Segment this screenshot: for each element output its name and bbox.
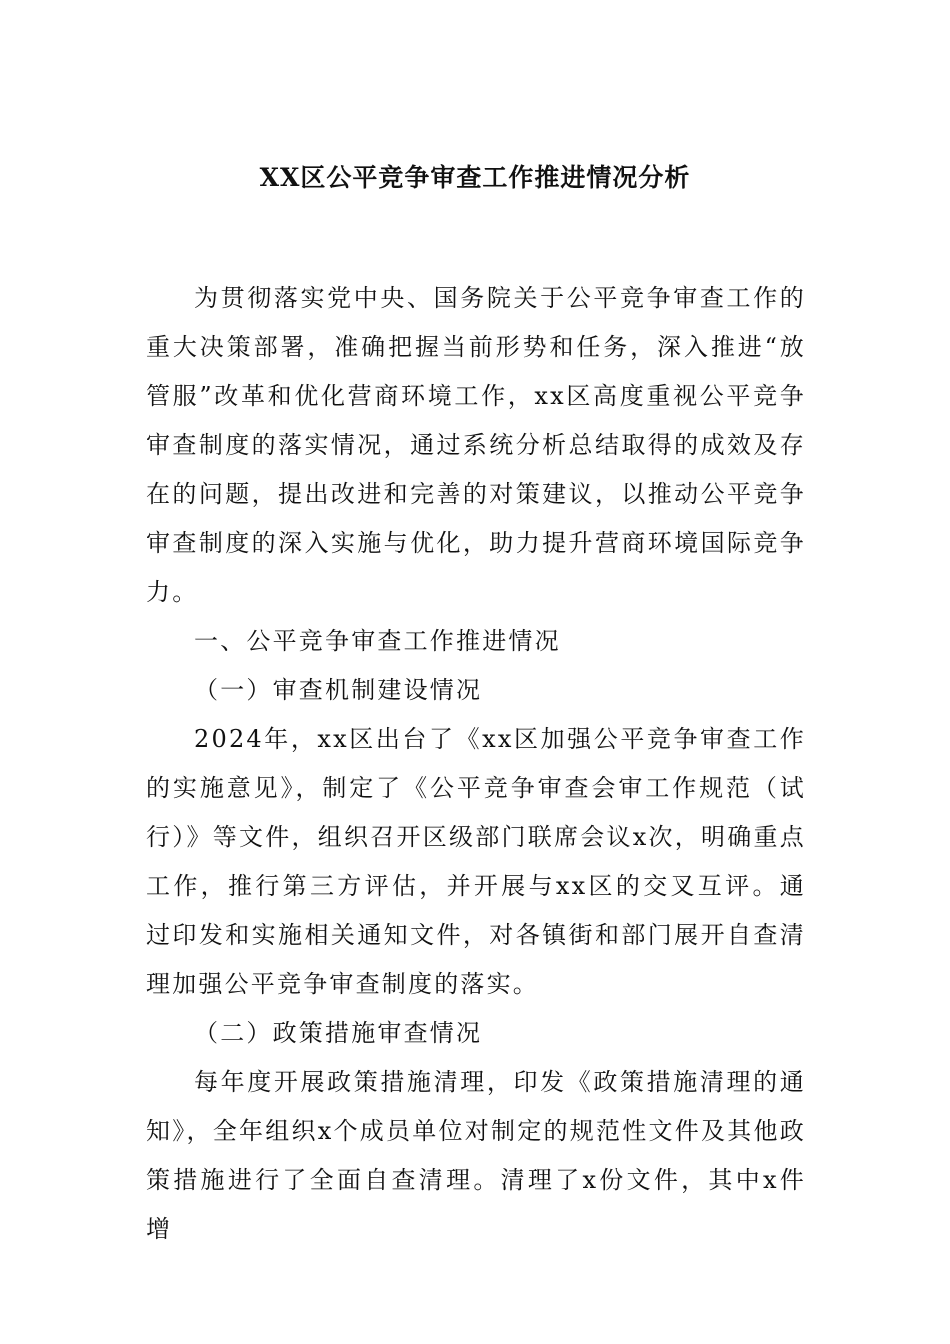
mechanism-paragraph: 2024年，xx区出台了《xx区加强公平竞争审查工作的实施意见》，制定了《公平竞争审查会审工作规范（试行）》等文件，组织召开区级部门联席会议x次，明确重点工作，推行第三方评估，并开展与xx区的交叉互评。通过印发和实施相关通知文件，对各镇街和部门展开自查清理加强公平竞争审查制度的落实。 — [146, 725, 806, 998]
policy-review-paragraph: 每年度开展政策措施清理，印发《政策措施清理的通知》，全年组织x个成员单位对制定的规范性文件及其他政策措施进行了全面自查清理。清理了x份文件，其中x件增 — [146, 1068, 806, 1243]
section-heading-1: 一、公平竞争审查工作推进情况 — [194, 627, 561, 655]
intro-paragraph: 为贯彻落实党中央、国务院关于公平竞争审查工作的重大决策部署，准确把握当前形势和任务，深入推进“放管服”改革和优化营商环境工作，xx区高度重视公平竞争审查制度的落实情况，通过系统分析总结取得的成效及存在的问题，提出改进和完善的对策建议，以推动公平竞争审查制度的深入实施与优化，助力提升营商环境国际竞争力。 — [146, 284, 806, 606]
document-body — [146, 274, 806, 1254]
document-title: XX区公平竞争审查工作推进情况分析 — [259, 163, 691, 192]
subsection-heading-2: （二）政策措施审查情况 — [194, 1019, 483, 1047]
subsection-heading-1: （一）审查机制建设情况 — [194, 676, 483, 704]
